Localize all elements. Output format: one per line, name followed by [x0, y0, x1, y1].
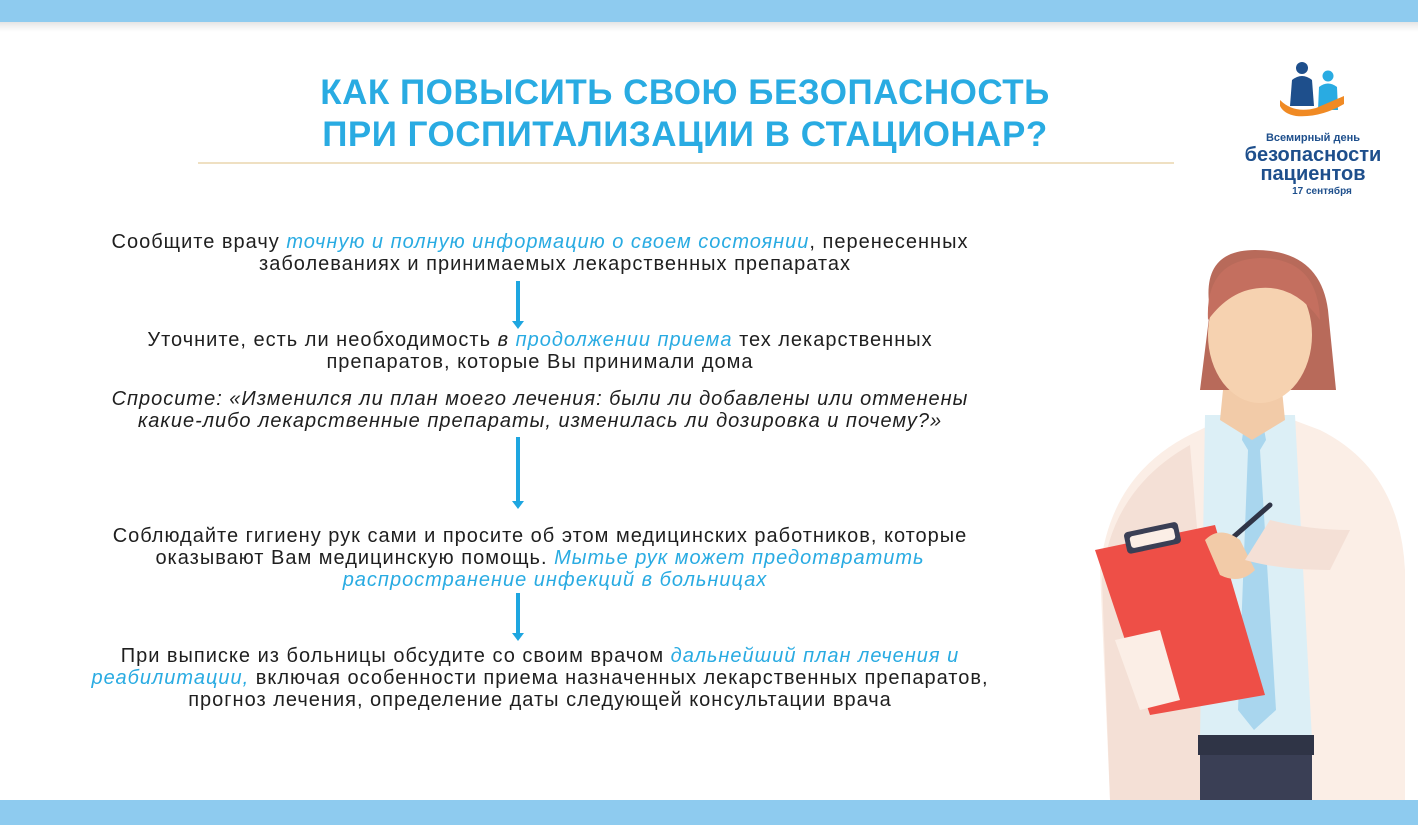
arrow-down-icon: [512, 593, 524, 641]
step-4-text-b: оказывают Вам медицинскую помощь.: [155, 547, 555, 569]
title-line-2: ПРИ ГОСПИТАЛИЗАЦИИ В СТАЦИОНАР?: [322, 115, 1048, 154]
step-4-highlight-2: распространение инфекций в больницах: [342, 569, 768, 591]
arrow-down-icon: [512, 281, 524, 329]
step-5-text-b: включая особенности приема назначенных лекарственных препаратов,: [249, 667, 989, 689]
title-line-1: КАК ПОВЫСИТЬ СВОЮ БЕЗОПАСНОСТЬ: [320, 73, 1050, 112]
step-2-text-a: Уточните, есть ли необходимость: [147, 329, 498, 351]
step-1-line-2: заболеваниях и принимаемых лекарственных препаратах: [259, 253, 851, 275]
logo-title-line-1: безопасности: [1244, 144, 1382, 166]
logo-title: [1232, 146, 1394, 184]
logo-title-line-2: пациентов: [1260, 163, 1366, 185]
doctor-illustration: [1080, 240, 1418, 800]
step-2-line-1: [20, 329, 1060, 351]
step-4-line-2: [20, 547, 1060, 569]
page-title: [200, 72, 1170, 156]
step-5-line-1: [0, 645, 1080, 667]
step-5-line-2: [0, 667, 1080, 689]
bottom-bar: [0, 800, 1418, 825]
arrow-down-icon: [512, 437, 524, 509]
step-5-highlight-2: реабилитации,: [91, 667, 250, 689]
step-5-highlight-1: дальнейший план лечения и: [670, 645, 960, 667]
step-2-line-2: препаратов, которые Вы принимали дома: [326, 351, 754, 373]
step-3-line-1: Спросите: «Изменился ли план моего лечения: были ли добавлены или отменены: [111, 388, 969, 410]
step-2-text-b: тех лекарственных: [732, 329, 933, 351]
top-bar: [0, 0, 1418, 22]
patient-safety-logo-icon: [1232, 60, 1394, 130]
step-1-text-a: Сообщите врачу: [111, 231, 287, 253]
step-4: [20, 525, 1060, 591]
patient-safety-logo: [1232, 60, 1394, 200]
step-4-highlight-1: Мытье рук может предотвратить: [554, 547, 925, 569]
step-3: [20, 388, 1060, 432]
step-2-highlight: продолжении приема: [515, 329, 733, 351]
step-1-text-b: , перенесенных: [809, 231, 969, 253]
step-5-text-a: При выписке из больницы обсудите со своим врачом: [120, 645, 671, 667]
step-1: [20, 231, 1060, 275]
top-divider: [0, 22, 1418, 32]
step-2-italic: в: [497, 329, 516, 351]
step-3-line-2: какие-либо лекарственные препараты, изменилась ли дозировка и почему?»: [137, 410, 943, 432]
step-2: [20, 329, 1060, 373]
logo-caption: Всемирный день: [1265, 132, 1360, 144]
logo-date: 17 сентября: [1292, 186, 1352, 197]
title-underline: [198, 162, 1174, 164]
step-1-highlight: точную и полную информацию о своем состоянии: [286, 231, 810, 253]
step-5: [0, 645, 1080, 711]
step-4-line-1: Соблюдайте гигиену рук сами и просите об этом медицинских работников, которые: [112, 525, 968, 547]
step-5-line-3: прогноз лечения, определение даты следующей консультации врача: [188, 689, 892, 711]
step-1-line-1: [20, 231, 1060, 253]
